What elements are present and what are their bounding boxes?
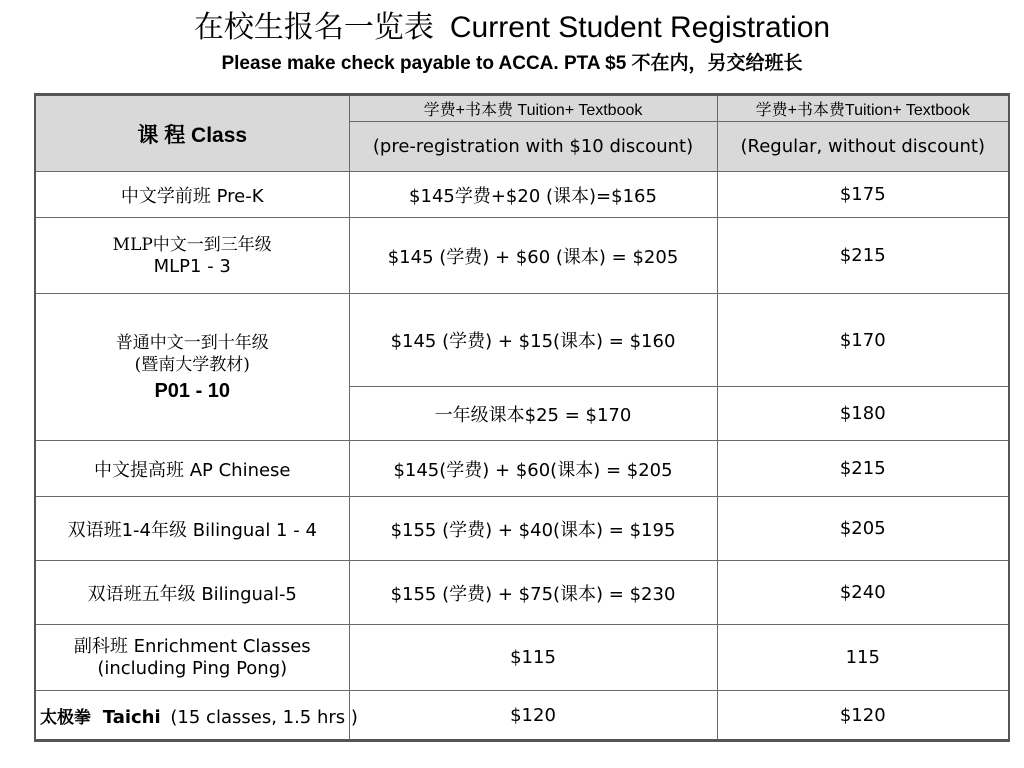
table-row: [35, 561, 1009, 625]
page-subtitle: Please make check payable to ACCA. PTA $5 不在内，另交给班长: [221, 53, 803, 74]
class-textbook-note: (暨南大学教材): [134, 355, 250, 375]
class-name-zh: MLP中文一到三年级: [112, 234, 272, 255]
regular-fee: $240: [717, 561, 1009, 625]
table-row: [35, 441, 1009, 497]
pre-registration-fee: $145 (学费) + $15(课本) = $160: [349, 294, 717, 387]
pre-registration-fee: $115: [349, 625, 717, 691]
pre-registration-fee: $145(学费) + $60(课本) = $205: [349, 441, 717, 497]
class-column-header: 课 程 Class: [35, 95, 349, 172]
class-name-en: MLP1 - 3: [153, 255, 231, 277]
regular-fee: 115: [717, 625, 1009, 691]
class-cell: 中文提高班 AP Chinese: [35, 441, 349, 497]
regular-fee: $170: [717, 294, 1009, 387]
pre-registration-fee: $155 (学费) + $75(课本) = $230: [349, 561, 717, 625]
regular-fee-first-grade: $180: [717, 387, 1009, 441]
title-chinese: 在校生报名一览表: [193, 10, 434, 45]
title-english: Current Student Registration: [449, 11, 831, 44]
regular-fee: $215: [717, 218, 1009, 294]
pre-registration-header-top: 学费+书本费 Tuition+ Textbook: [349, 95, 717, 122]
table-row: [35, 497, 1009, 561]
class-cell: [35, 218, 349, 294]
table-row: [35, 294, 1009, 387]
registration-table: [34, 93, 1010, 742]
table-row: [35, 172, 1009, 218]
page-title: [0, 8, 1024, 48]
class-name-en: Taichi: [102, 706, 161, 728]
class-name-zh: 普通中文一到十年级: [115, 333, 269, 353]
class-cell: 双语班五年级 Bilingual-5: [35, 561, 349, 625]
pre-registration-fee-first-grade: 一年级课本$25 = $170: [349, 387, 717, 441]
regular-header-top: 学费+书本费Tuition+ Textbook: [717, 95, 1009, 122]
pre-registration-fee: $145学费+$20 (课本)=$165: [349, 172, 717, 218]
table-row: [35, 625, 1009, 691]
class-name-zh: 太极拳: [40, 707, 91, 728]
regular-fee: $175: [717, 172, 1009, 218]
pre-registration-fee: $155 (学费) + $40(课本) = $195: [349, 497, 717, 561]
class-note: (including Ping Pong): [97, 657, 288, 679]
class-cell: 双语班1-4年级 Bilingual 1 - 4: [35, 497, 349, 561]
table-row: [35, 218, 1009, 294]
pre-registration-fee: $145 (学费) + $60 (课本) = $205: [349, 218, 717, 294]
class-cell: [35, 691, 358, 741]
regular-header-bottom: (Regular, without discount): [717, 122, 1009, 172]
class-note: (15 classes, 1.5 hrs ): [170, 706, 358, 728]
regular-fee: $120: [717, 691, 1009, 741]
class-name: 副科班 Enrichment Classes: [73, 635, 311, 657]
regular-fee: $205: [717, 497, 1009, 561]
class-cell: [35, 625, 349, 691]
class-name-en: P01 - 10: [154, 380, 231, 402]
regular-fee: $215: [717, 441, 1009, 497]
class-cell: [35, 294, 349, 441]
class-cell: 中文学前班 Pre-K: [35, 172, 349, 218]
pre-registration-fee: $120: [349, 691, 717, 741]
table-row: [35, 691, 1009, 741]
pre-registration-header-bottom: (pre-registration with $10 discount): [349, 122, 717, 172]
